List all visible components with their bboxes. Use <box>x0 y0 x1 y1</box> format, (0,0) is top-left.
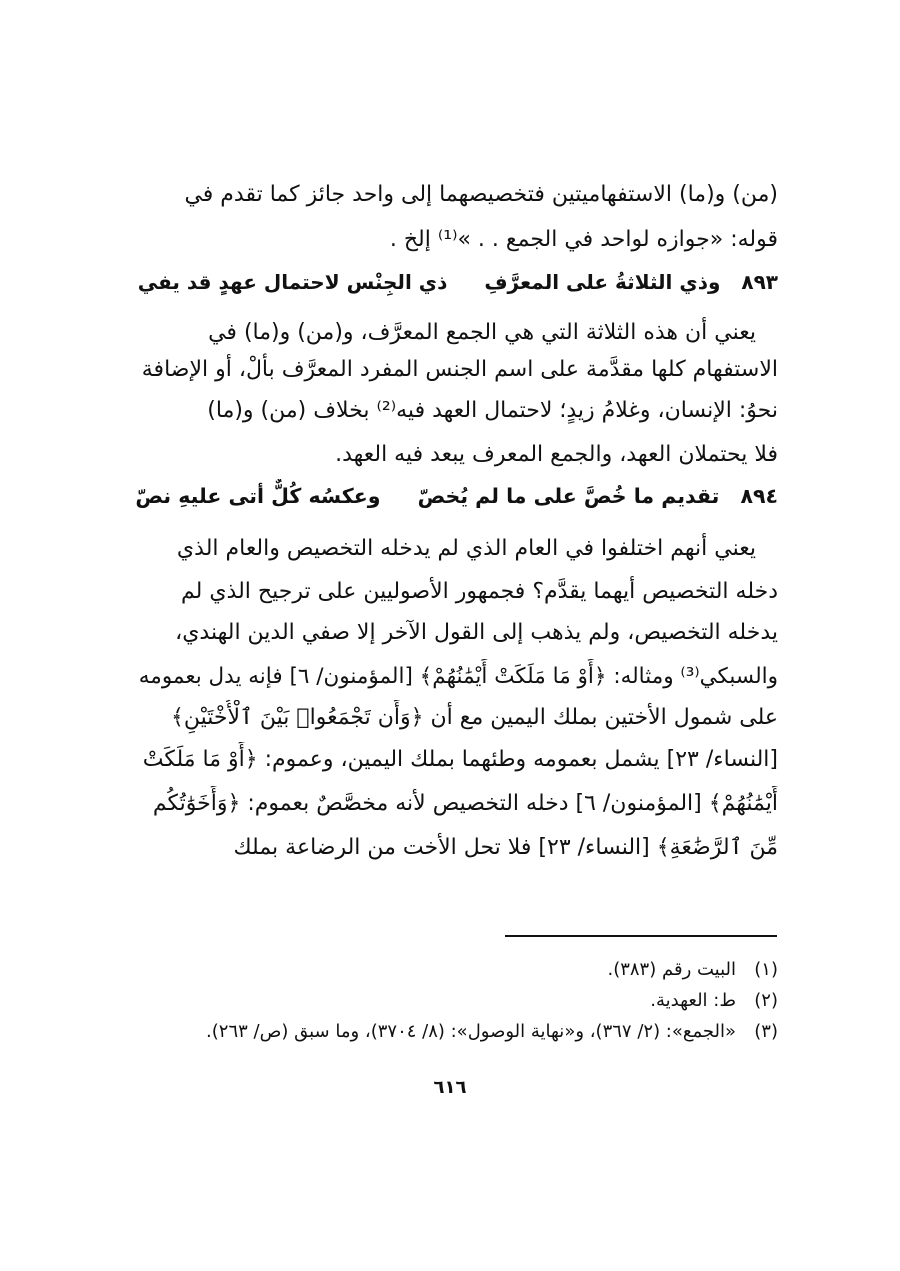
footnote-text: ط: العهدية. <box>650 990 736 1011</box>
footnote-separator <box>505 935 777 937</box>
page-number: ٦١٦ <box>433 1077 467 1098</box>
verse-second-hemistich: ذي الجِنْس لاحتمال عهدٍ قد يفي <box>137 270 448 294</box>
footnote-text: البيت رقم (٣٨٣). <box>607 959 736 980</box>
para-893-line-4: فلا يحتملان العهد، والجمع المعرف يبعد فيه العهد. <box>335 442 778 467</box>
para-893-line-1: يعني أن هذه الثلاثة التي هي الجمع المعرَّف، و(من) و(ما) في <box>208 320 756 345</box>
footnote-2 <box>120 987 778 1015</box>
verse-number: ٨٩٣ <box>741 270 778 294</box>
para-894-line-3: يدخله التخصيص، ولم يذهب إلى القول الآخر إلا صفي الدين الهندي، <box>175 620 778 645</box>
para-894-line-8: مِّنَ ٱلرَّضَٰعَةِ﴾ [النساء/ ٢٣] فلا تحل الأخت من الرضاعة بملك <box>233 835 778 860</box>
intro-line-1: (من) و(ما) الاستفهاميتين فتخصيصهما إلى واحد جائز كما تقدم في <box>184 182 778 207</box>
footnote-3 <box>120 1018 778 1046</box>
verse-second-hemistich: وعكسُه كُلٌّ أتى عليهِ نصّ <box>135 484 381 508</box>
para-894-line-1: يعني أنهم اختلفوا في العام الذي لم يدخله التخصيص والعام الذي <box>176 536 756 561</box>
verse-894 <box>126 479 778 514</box>
footnote-text: «الجمع»: (٢/ ٣٦٧)، و«نهاية الوصول»: (٨/ ٣٧٠٤)، وما سبق (ص/ ٢٦٣). <box>206 1021 736 1042</box>
intro-line-2: قوله: «جوازه لواحد في الجمع . . »⁽¹⁾ إلخ . <box>389 227 778 252</box>
para-894-line-7: أَيْمَٰنُهُمْ﴾ [المؤمنون/ ٦] دخله التخصيص لأنه مخصَّصٌ بعموم: ﴿وَأَخَوَٰتُكُم <box>152 791 778 816</box>
verse-893 <box>126 265 778 300</box>
para-894-line-4: والسبكي⁽³⁾ ومثاله: ﴿أَوْ مَا مَلَكَتْ أَيْمَٰنُهُمْ﴾ [المؤمنون/ ٦] فإنه يدل بعمومه <box>138 664 778 689</box>
footnote-marker: (٢) <box>754 990 778 1011</box>
para-893-line-3: نحوُ: الإنسان، وغلامُ زيدٍ؛ لاحتمال العهد فيه⁽²⁾ بخلاف (من) و(ما) <box>207 398 778 423</box>
verse-first-hemistich: تقديم ما خُصَّ على ما لم يُخصّ <box>417 484 720 508</box>
footnote-1 <box>120 956 778 984</box>
verse-first-hemistich: وذي الثلاثةُ على المعرَّفِ <box>484 270 721 294</box>
para-894-line-2: دخله التخصيص أيهما يقدَّم؟ فجمهور الأصوليين على ترجيح الذي لم <box>180 579 778 604</box>
footnote-marker: (٣) <box>754 1021 778 1042</box>
para-893-line-2: الاستفهام كلها مقدَّمة على اسم الجنس المفرد المعرَّف بألْ، أو الإضافة <box>141 357 778 382</box>
para-894-line-5: على شمول الأختين بملك اليمين مع أن ﴿وَأَن تَجْمَعُوا۟ بَيْنَ ٱلْأُخْتَيْنِ﴾ <box>170 705 778 730</box>
footnote-marker: (١) <box>754 959 778 980</box>
para-894-line-6: [النساء/ ٢٣] يشمل بعمومه وطئهما بملك اليمين، وعموم: ﴿أَوْ مَا مَلَكَتْ <box>142 747 778 772</box>
verse-number: ٨٩٤ <box>740 484 778 508</box>
